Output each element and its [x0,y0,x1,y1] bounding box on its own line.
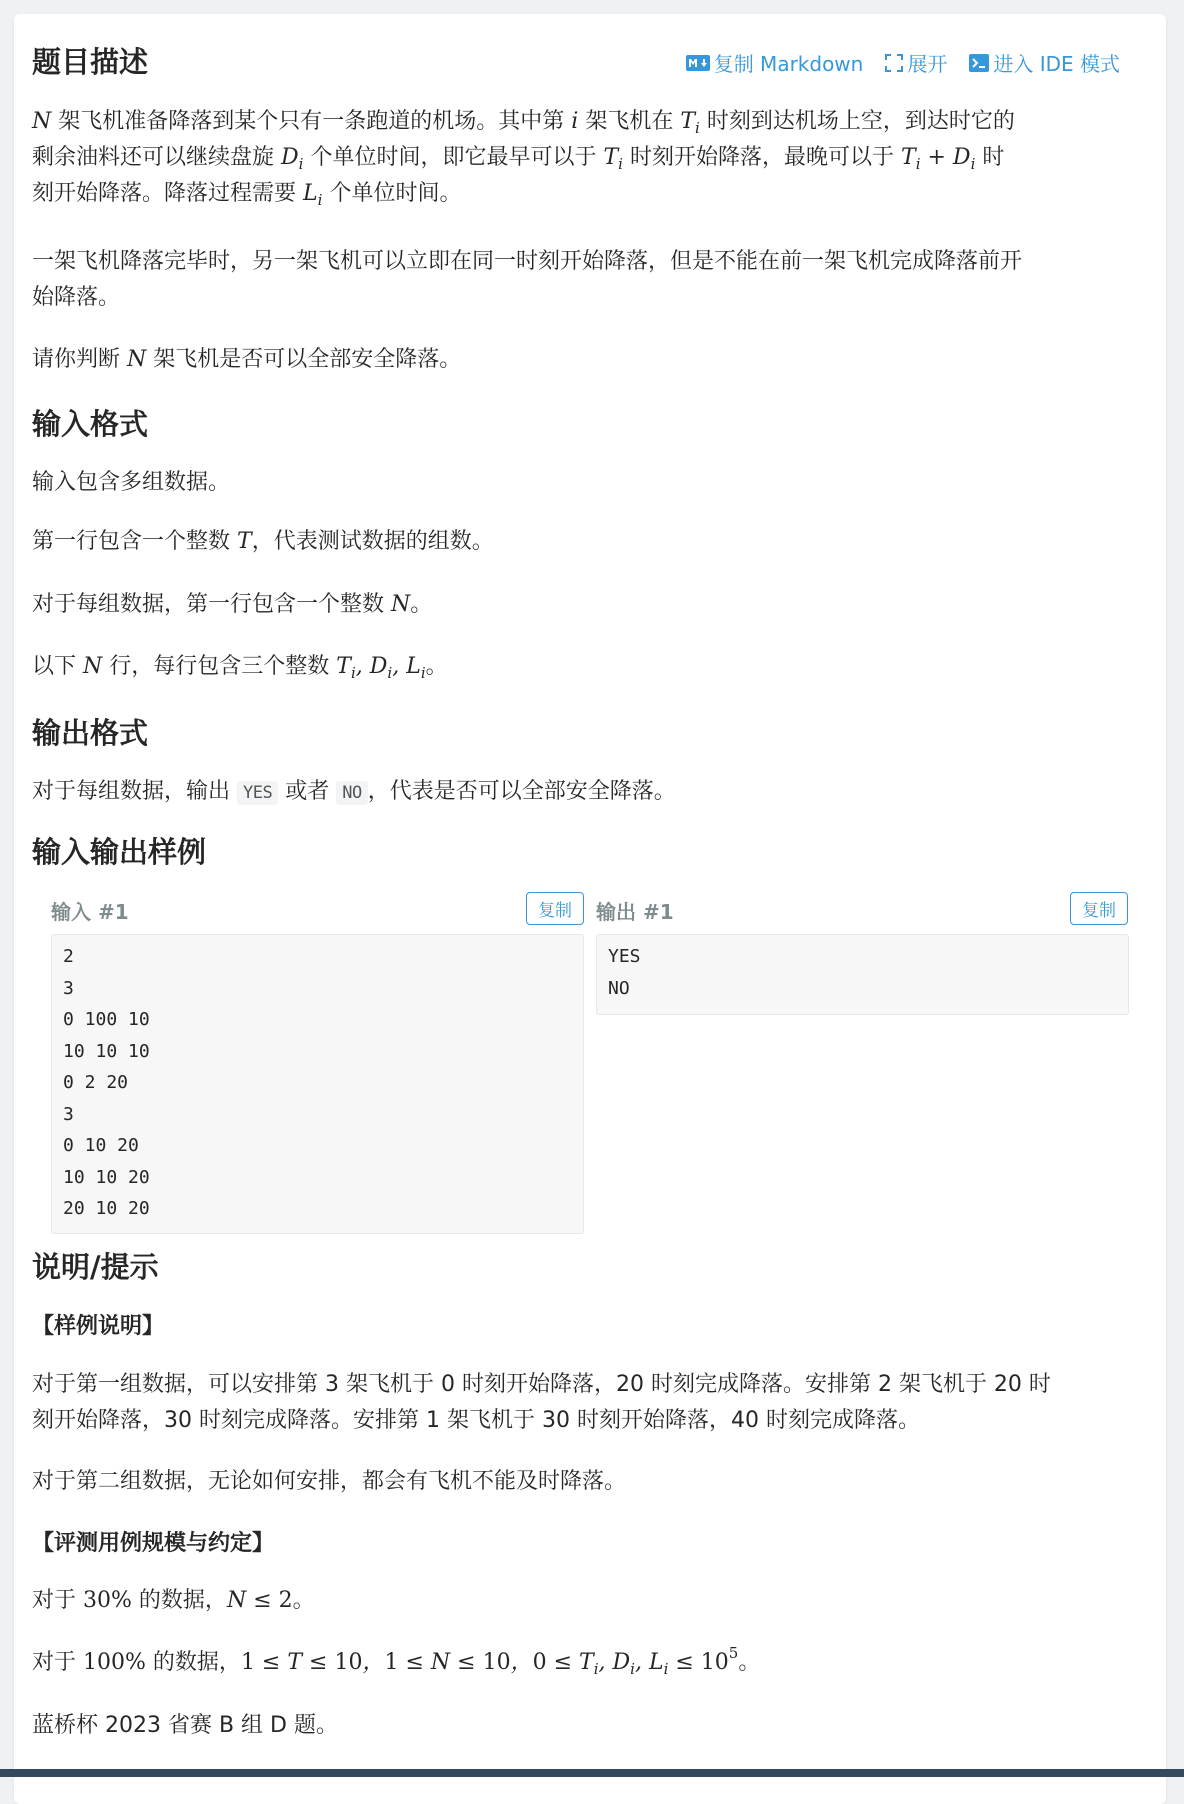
sample-input-label: 输入 #1 [51,900,129,924]
text: 对于 [32,1588,77,1613]
sample-explain-title: 【样例说明】 [32,1314,165,1339]
text: 的数据， [138,1588,227,1613]
description-paragraph-2 [32,244,1120,316]
text: 对于第一组数据，可以安排第 3 架飞机于 0 时刻开始降落，20 时刻完成降落。安排第 2 架飞机于 20 时 [32,1372,1051,1397]
problem-source: 蓝桥杯 2023 省赛 B 组 D 题。 [32,1713,338,1738]
text: 请你判断 [32,347,121,372]
copy-markdown-label: 复制 Markdown [713,52,864,76]
math-ti: $T_i$ [603,145,623,173]
math-li: $L_i$ [303,181,323,209]
math-n: N [32,109,52,134]
text: 时 [982,145,1005,170]
text: 。 [425,654,448,679]
section-title-output-format: 输出格式 [32,716,149,750]
text: 对于每组数据，第一行包含一个整数 [32,592,385,617]
code-no: NO [336,781,367,805]
output-format-line [32,774,1120,811]
math-30-percent: 30% [83,1588,132,1613]
math-n: N [127,347,147,372]
math-ti: $T_i$ [680,109,700,137]
header-actions [686,48,1120,77]
section-title-description: 题目描述 [32,45,149,79]
math-t: T [237,529,252,554]
copy-markdown-button[interactable] [686,48,864,77]
input-format-line-3 [32,587,1120,623]
text: 个单位时间，即它最早可以于 [310,145,597,170]
text: 时刻开始降落，最晚可以于 [629,145,894,170]
scale-line-2: 对于 100% 的数据，1 ≤ T ≤ 10，1 ≤ N ≤ 10，$0 \le T_i$, $D_i$, $L_i \le 10^5$。 [32,1644,761,1678]
description-paragraph-1 [32,104,1120,212]
text: ，代表测试数据的组数。 [251,529,494,554]
math-ti-di-li: $T_i$, $D_i$, $L_i$ [336,654,426,682]
text: ，代表是否可以全部安全降落。 [367,779,676,804]
sample-output-label: 输出 #1 [596,900,674,924]
problem-header [32,44,1120,84]
input-format-line-4 [32,649,1120,685]
text: 或者 [285,779,330,804]
math-100-percent: 100% [83,1650,146,1675]
scale-title: 【评测用例规模与约定】 [32,1531,275,1556]
bottom-bar [0,1769,1184,1777]
math-i: i [571,109,579,134]
ide-mode-label: 进入 IDE 模式 [993,52,1120,76]
sample-output-block: YES NO [596,934,1129,1015]
code-yes: YES [237,781,278,805]
text: 对于每组数据，输出 [32,779,231,804]
text: 刻开始降落，30 时刻完成降落。安排第 1 架飞机于 30 时刻开始降落，40 时刻完成降落。 [32,1408,920,1433]
terminal-icon [969,54,989,72]
sample-input-block: 2 3 0 100 10 10 10 10 0 2 20 3 0 10 20 10 10 20 20 10 20 [51,934,584,1234]
copy-output-button[interactable]: 复制 [1070,892,1128,925]
input-format-line-1: 输入包含多组数据。 [32,470,231,495]
text: 。 [410,592,433,617]
text: 以下 [32,654,77,679]
section-title-samples: 输入输出样例 [32,835,207,869]
math-n: N [391,592,411,617]
copy-input-button[interactable]: 复制 [526,892,584,925]
math-n: N [83,654,103,679]
text: 第一行包含一个整数 [32,529,231,554]
text: 的数据， [152,1650,241,1675]
text: 架飞机准备降落到某个只有一条跑道的机场。其中第 [58,109,565,134]
text: 架飞机是否可以全部安全降落。 [153,347,462,372]
text: 架飞机在 [585,109,674,134]
expand-button[interactable] [885,48,947,77]
text: 刻开始降落。降落过程需要 [32,181,297,206]
scale-line-1: 对于 30% 的数据，N ≤ 2。 [32,1588,315,1613]
math-constraints: 1 ≤ T ≤ 10，1 ≤ N ≤ 10，$0 \le T_i$, $D_i$, $L_i \le 10^5$ [240,1644,739,1678]
text: 对于 [32,1650,77,1675]
text: 剩余油料还可以继续盘旋 [32,145,275,170]
math-ti-plus-di: $T_i + D_i$ [901,145,976,173]
expand-icon [885,54,903,72]
text: 时刻到达机场上空，到达时它的 [706,109,1015,134]
text: 行，每行包含三个整数 [109,654,330,679]
math-n-le-2: N ≤ 2 [226,1588,293,1613]
description-paragraph-3 [32,342,1120,378]
sample-explain-1 [32,1367,1120,1439]
text: 一架飞机降落完毕时，另一架飞机可以立即在同一时刻开始降落，但是不能在前一架飞机完成降落前开 [32,249,1023,274]
math-di: $D_i$ [281,145,304,173]
text: 个单位时间。 [329,181,462,206]
input-format-line-2 [32,524,1120,560]
markdown-icon [686,55,710,71]
section-title-hint: 说明/提示 [32,1250,159,1284]
section-title-input-format: 输入格式 [32,407,149,441]
ide-mode-button[interactable] [969,48,1120,77]
text: 始降落。 [32,285,121,310]
expand-label: 展开 [907,52,948,76]
sample-explain-2: 对于第二组数据，无论如何安排，都会有飞机不能及时降落。 [32,1469,627,1494]
